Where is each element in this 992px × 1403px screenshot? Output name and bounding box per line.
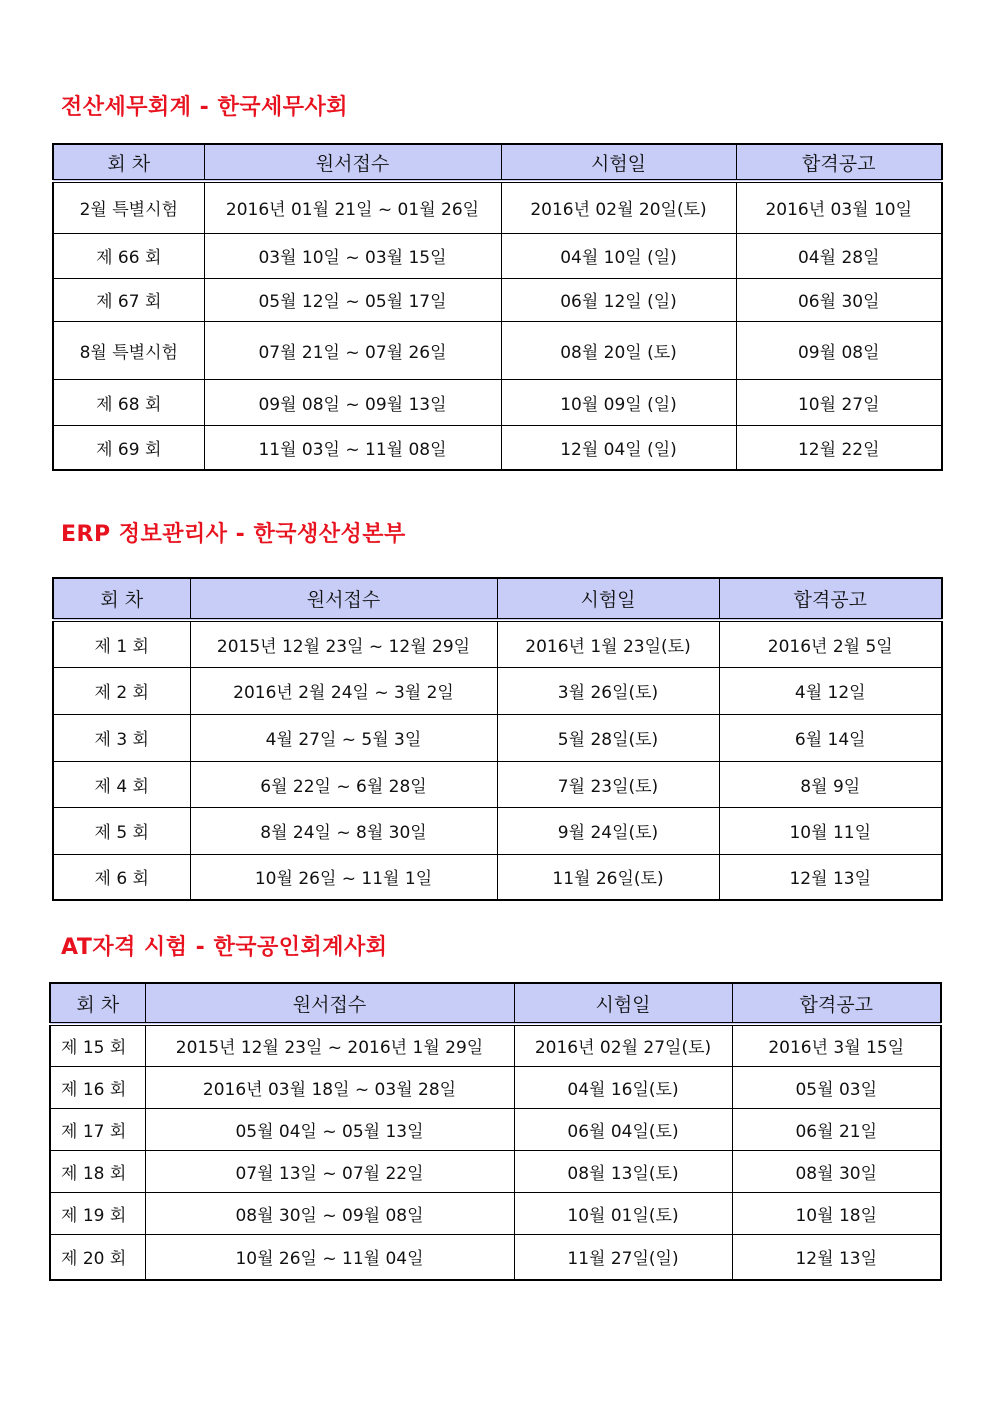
cell-round: 제 68 회: [53, 379, 204, 425]
cell-result: 10월 27일: [736, 379, 942, 425]
cell-round: 제 17 회: [50, 1108, 145, 1150]
cell-round: 제 5 회: [53, 807, 190, 854]
table-row: [53, 807, 942, 854]
header-exam-date: 시험일: [501, 144, 736, 181]
cell-exam-date: 2016년 02월 20일(토): [501, 181, 736, 233]
cell-exam-date: 2016년 1월 23일(토): [497, 620, 719, 667]
cell-application: 2015년 12월 23일 ~ 2016년 1월 29일: [145, 1024, 514, 1066]
table-row: [53, 425, 942, 470]
section-title-at: AT자격 시험 - 한국공인회계사회: [61, 935, 388, 960]
header-exam-date: 시험일: [514, 983, 732, 1024]
table-row: [50, 1150, 941, 1192]
cell-application: 2016년 03월 18일 ~ 03월 28일: [145, 1066, 514, 1108]
cell-exam-date: 10월 09일 (일): [501, 379, 736, 425]
cell-exam-date: 06월 04일(토): [514, 1108, 732, 1150]
table-row: [53, 278, 942, 321]
cell-result: 06월 30일: [736, 278, 942, 321]
cell-exam-date: 5월 28일(토): [497, 714, 719, 761]
cell-application: 10월 26일 ~ 11월 04일: [145, 1234, 514, 1280]
table-row: [53, 181, 942, 233]
cell-application: 10월 26일 ~ 11월 1일: [190, 854, 497, 900]
section-title-tax-accounting: 전산세무회계 - 한국세무사회: [61, 95, 348, 120]
cell-application: 2015년 12월 23일 ~ 12월 29일: [190, 620, 497, 667]
cell-result: 8월 9일: [719, 761, 942, 807]
cell-exam-date: 3월 26일(토): [497, 667, 719, 714]
cell-round: 제 2 회: [53, 667, 190, 714]
cell-exam-date: 10월 01일(토): [514, 1192, 732, 1234]
cell-round: 2월 특별시험: [53, 181, 204, 233]
cell-exam-date: 2016년 02월 27일(토): [514, 1024, 732, 1066]
cell-result: 12월 22일: [736, 425, 942, 470]
cell-round: 제 3 회: [53, 714, 190, 761]
cell-application: 6월 22일 ~ 6월 28일: [190, 761, 497, 807]
cell-application: 2016년 01월 21일 ~ 01월 26일: [204, 181, 501, 233]
cell-result: 12월 13일: [732, 1234, 941, 1280]
header-result-announcement: 합격공고: [732, 983, 941, 1024]
cell-application: 09월 08일 ~ 09월 13일: [204, 379, 501, 425]
cell-application: 08월 30일 ~ 09월 08일: [145, 1192, 514, 1234]
cell-result: 6월 14일: [719, 714, 942, 761]
cell-exam-date: 11월 26일(토): [497, 854, 719, 900]
table-row: [50, 1234, 941, 1280]
section-title-erp: ERP 정보관리사 - 한국생산성본부: [61, 522, 406, 547]
cell-exam-date: 08월 13일(토): [514, 1150, 732, 1192]
table-row: [53, 620, 942, 667]
cell-round: 제 69 회: [53, 425, 204, 470]
cell-round: 제 16 회: [50, 1066, 145, 1108]
cell-result: 08월 30일: [732, 1150, 941, 1192]
cell-round: 제 1 회: [53, 620, 190, 667]
cell-result: 05월 03일: [732, 1066, 941, 1108]
header-exam-date: 시험일: [497, 578, 719, 620]
cell-application: 8월 24일 ~ 8월 30일: [190, 807, 497, 854]
table-row: [53, 667, 942, 714]
header-round: 회 차: [53, 578, 190, 620]
cell-round: 제 18 회: [50, 1150, 145, 1192]
cell-exam-date: 08월 20일 (토): [501, 321, 736, 379]
schedule-table-tax-accounting: [52, 143, 943, 471]
cell-exam-date: 06월 12일 (일): [501, 278, 736, 321]
cell-application: 2016년 2월 24일 ~ 3월 2일: [190, 667, 497, 714]
cell-round: 제 66 회: [53, 233, 204, 278]
header-application: 원서접수: [145, 983, 514, 1024]
cell-round: 제 20 회: [50, 1234, 145, 1280]
cell-application: 4월 27일 ~ 5월 3일: [190, 714, 497, 761]
table-header-row: [53, 144, 942, 181]
cell-exam-date: 04월 10일 (일): [501, 233, 736, 278]
schedule-table-erp: [52, 577, 943, 901]
table-row: [50, 1108, 941, 1150]
header-result-announcement: 합격공고: [736, 144, 942, 181]
cell-application: 05월 12일 ~ 05월 17일: [204, 278, 501, 321]
table-header-row: [53, 578, 942, 620]
table-row: [53, 379, 942, 425]
header-result-announcement: 합격공고: [719, 578, 942, 620]
cell-application: 11월 03일 ~ 11월 08일: [204, 425, 501, 470]
cell-result: 4월 12일: [719, 667, 942, 714]
cell-exam-date: 04월 16일(토): [514, 1066, 732, 1108]
cell-application: 03월 10일 ~ 03월 15일: [204, 233, 501, 278]
header-round: 회 차: [50, 983, 145, 1024]
cell-round: 8월 특별시험: [53, 321, 204, 379]
cell-round: 제 4 회: [53, 761, 190, 807]
cell-application: 07월 21일 ~ 07월 26일: [204, 321, 501, 379]
cell-exam-date: 9월 24일(토): [497, 807, 719, 854]
cell-result: 2016년 03월 10일: [736, 181, 942, 233]
cell-application: 07월 13일 ~ 07월 22일: [145, 1150, 514, 1192]
schedule-table-at: [49, 982, 942, 1281]
table-row: [53, 714, 942, 761]
cell-result: 06월 21일: [732, 1108, 941, 1150]
cell-result: 12월 13일: [719, 854, 942, 900]
table-row: [53, 761, 942, 807]
header-application: 원서접수: [190, 578, 497, 620]
cell-exam-date: 11월 27일(일): [514, 1234, 732, 1280]
cell-exam-date: 7월 23일(토): [497, 761, 719, 807]
header-application: 원서접수: [204, 144, 501, 181]
cell-result: 2016년 2월 5일: [719, 620, 942, 667]
cell-exam-date: 12월 04일 (일): [501, 425, 736, 470]
cell-application: 05월 04일 ~ 05월 13일: [145, 1108, 514, 1150]
cell-round: 제 15 회: [50, 1024, 145, 1066]
cell-result: 2016년 3월 15일: [732, 1024, 941, 1066]
cell-result: 10월 18일: [732, 1192, 941, 1234]
table-row: [50, 1024, 941, 1066]
cell-result: 04월 28일: [736, 233, 942, 278]
table-row: [50, 1192, 941, 1234]
cell-result: 09월 08일: [736, 321, 942, 379]
table-row: [53, 321, 942, 379]
table-row: [53, 233, 942, 278]
table-row: [53, 854, 942, 900]
cell-round: 제 19 회: [50, 1192, 145, 1234]
cell-result: 10월 11일: [719, 807, 942, 854]
cell-round: 제 67 회: [53, 278, 204, 321]
header-round: 회 차: [53, 144, 204, 181]
cell-round: 제 6 회: [53, 854, 190, 900]
table-row: [50, 1066, 941, 1108]
table-header-row: [50, 983, 941, 1024]
